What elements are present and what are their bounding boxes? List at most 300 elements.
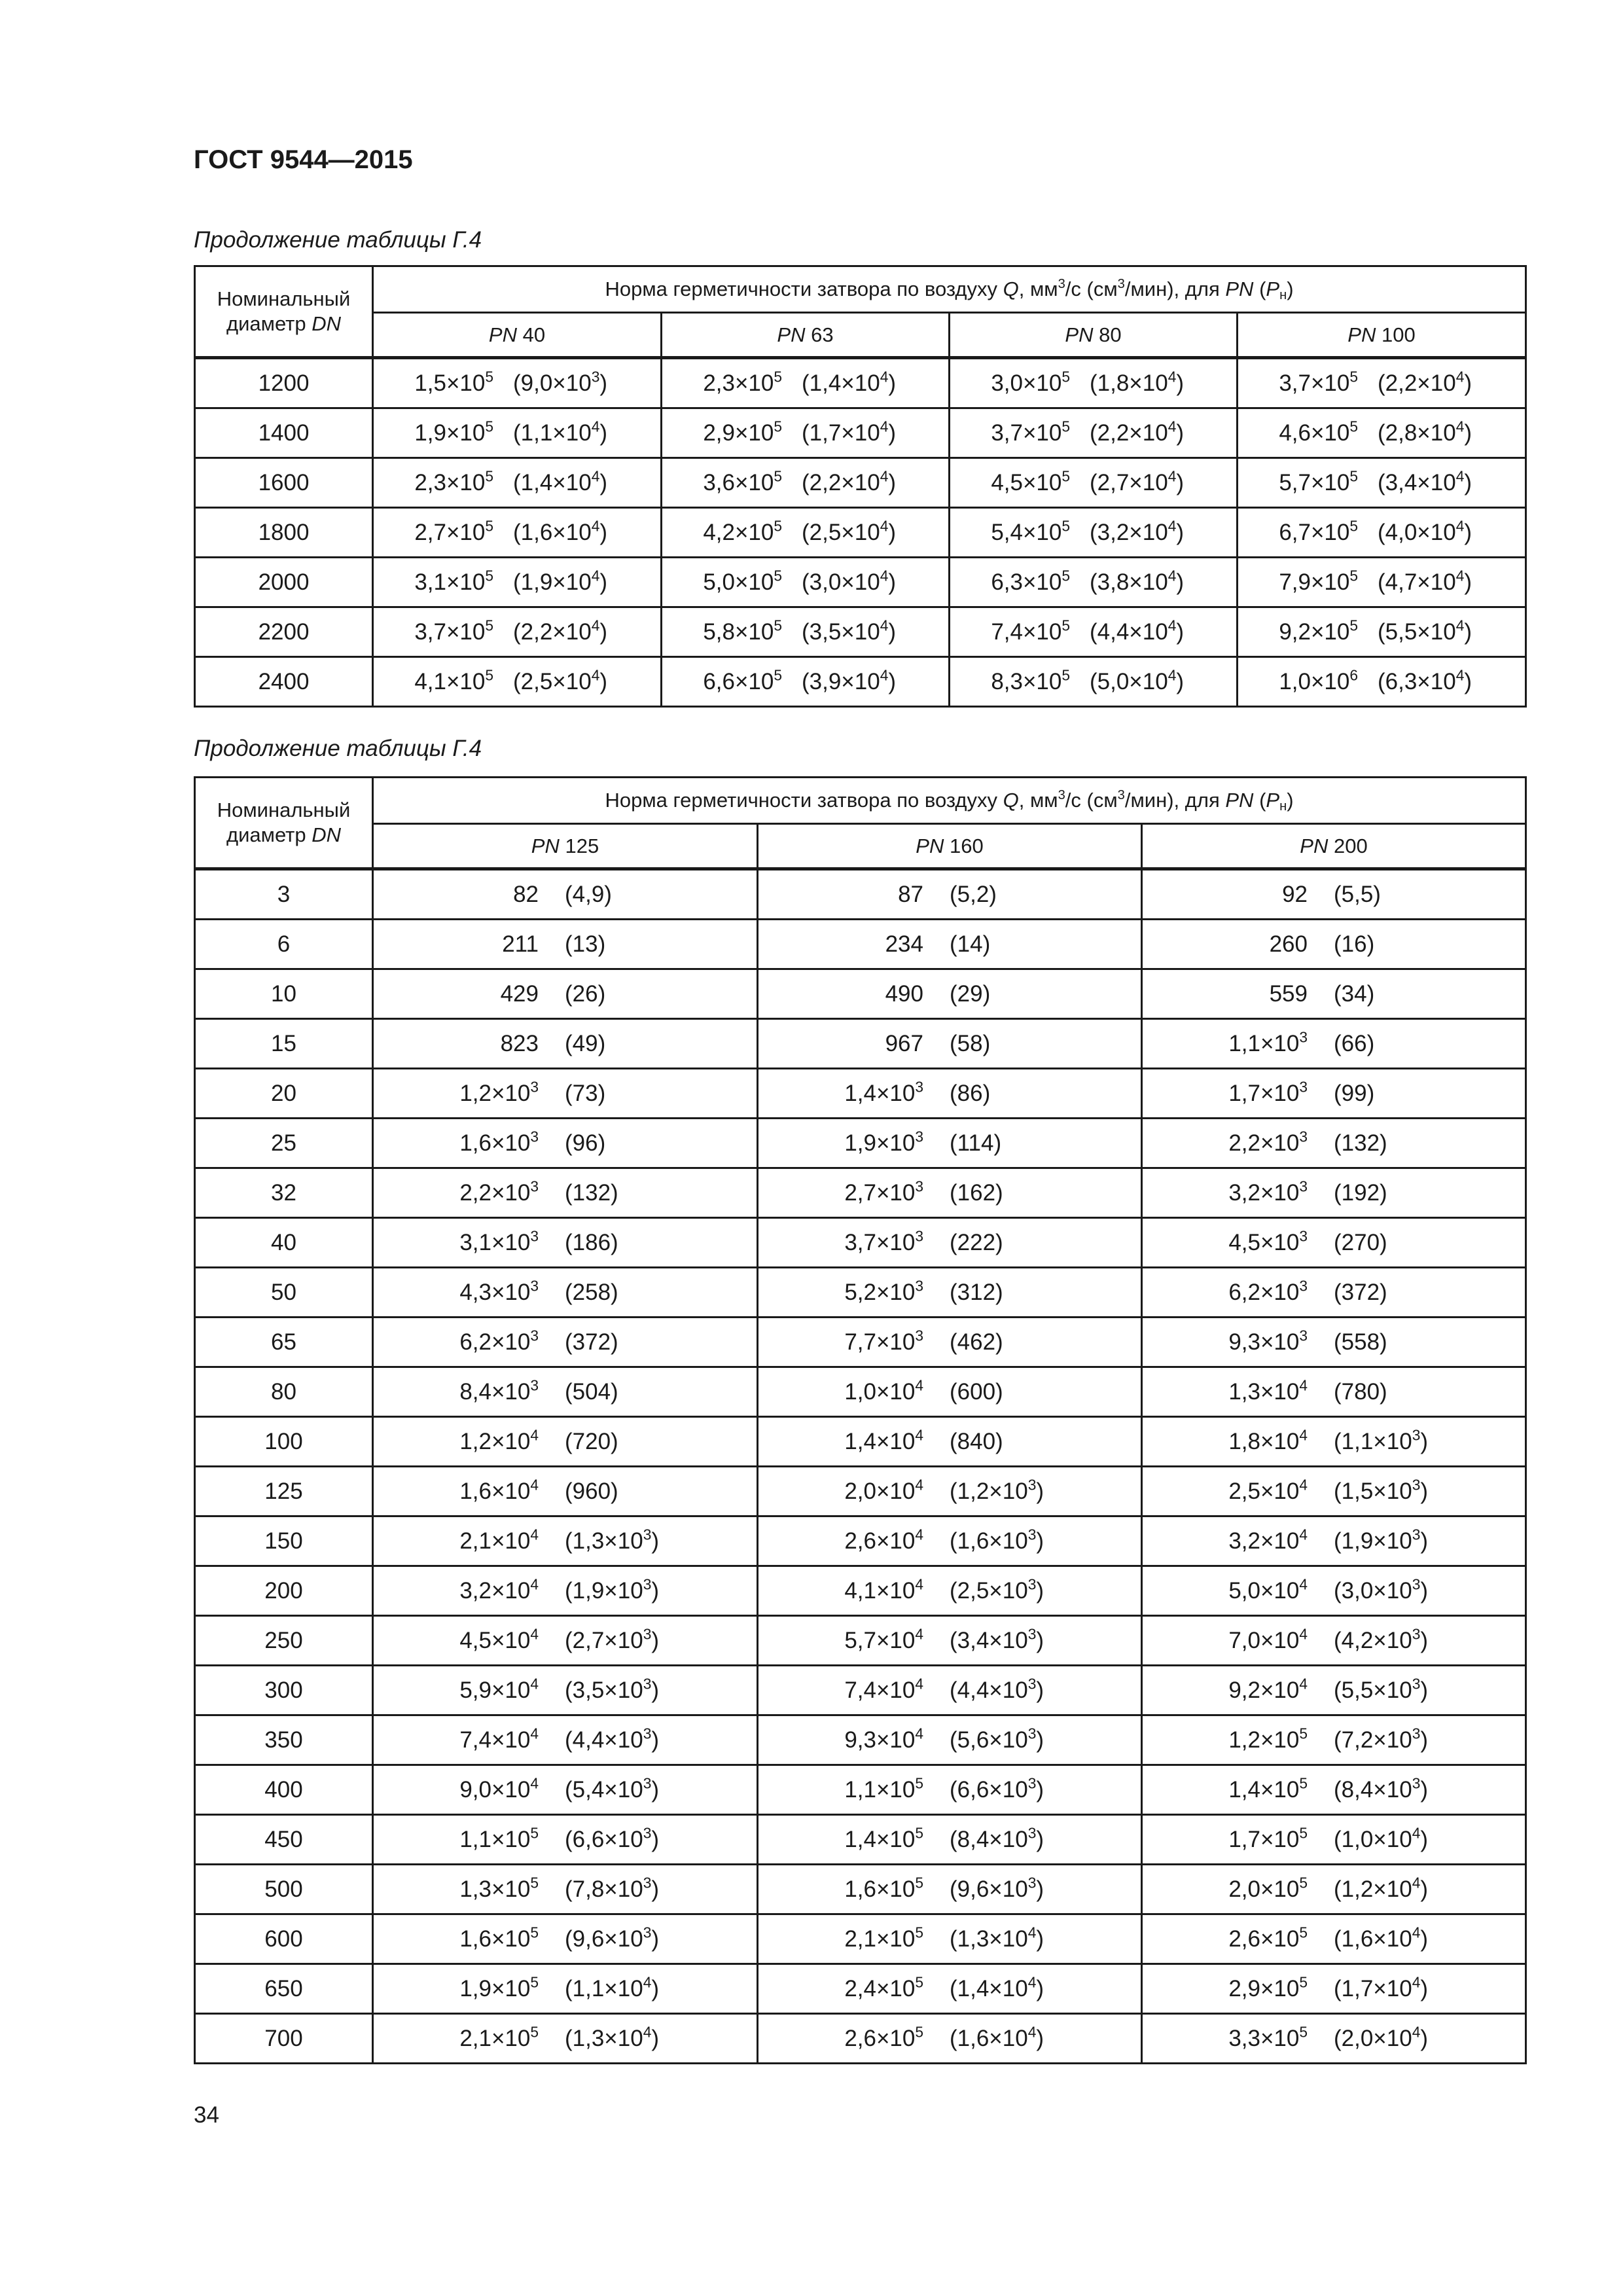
dn-cell: 500 [195, 1865, 373, 1914]
leak-rate-cell [373, 458, 662, 508]
dn-cell: 300 [195, 1666, 373, 1715]
leak-rate-mm3-s: 490 [885, 980, 923, 1007]
leak-rate-mm3-s: $6,3\times 10^5$ [991, 566, 1070, 595]
leak-rate-cell [1142, 1666, 1526, 1715]
leak-rate-mm3-s: $2,7\times 10^3$ [844, 1177, 923, 1206]
leak-rate-cm3-min: $(1,7\times 10^4)$ [1334, 1973, 1428, 2001]
leak-rate-mm3-s: $1,3\times 10^4$ [1228, 1376, 1308, 1405]
table-row [195, 1715, 1526, 1765]
leak-rate-cell [662, 558, 950, 607]
dn-cell: 40 [195, 1218, 373, 1268]
leak-rate-cell [373, 1715, 758, 1765]
dn-cell: 2400 [195, 657, 373, 707]
table-row [195, 1865, 1526, 1914]
leak-rate-cm3-min: (14) [950, 931, 991, 957]
leak-rate-mm3-s: $1,6\times 10^5$ [459, 1923, 539, 1952]
leak-rate-cell [1142, 1964, 1526, 2014]
table-row [195, 1119, 1526, 1168]
leak-rate-cm3-min: $(9,6\times 10^3)$ [950, 1873, 1044, 1902]
leak-rate-cell [373, 1417, 758, 1467]
dn-cell: 20 [195, 1069, 373, 1119]
leak-rate-cell [758, 869, 1142, 920]
table-row [195, 1218, 1526, 1268]
table-caption: Продолжение таблицы Г.4 [194, 736, 482, 761]
leak-rate-cm3-min: (372) [565, 1329, 618, 1355]
leak-rate-cm3-min: (840) [950, 1428, 1003, 1454]
leak-rate-mm3-s: $2,9\times 10^5$ [703, 417, 782, 446]
leak-rate-cell [1142, 1019, 1526, 1069]
leak-rate-mm3-s: $1,1\times 10^5$ [459, 1823, 539, 1852]
leak-rate-cell [758, 1417, 1142, 1467]
leak-rate-mm3-s: 234 [885, 931, 923, 957]
table-row [195, 869, 1526, 920]
leak-rate-cell [1142, 1318, 1526, 1367]
leak-rate-cm3-min: $(2,5\times 10^4)$ [802, 516, 896, 545]
leak-rate-mm3-s: $3,7\times 10^3$ [844, 1227, 923, 1255]
table-row [195, 657, 1526, 707]
leak-rate-mm3-s: $2,3\times 10^5$ [414, 467, 493, 495]
leak-rate-mm3-s: $4,2\times 10^5$ [703, 516, 782, 545]
leak-rate-mm3-s: $3,6\times 10^5$ [703, 467, 782, 495]
leak-rate-cell [758, 920, 1142, 969]
table-row [195, 607, 1526, 657]
table-row [195, 1914, 1526, 1964]
leak-rate-cm3-min: $(1,6\times 10^4)$ [950, 2022, 1044, 2051]
table-row [195, 1616, 1526, 1666]
dn-cell: 2200 [195, 607, 373, 657]
dn-cell: 700 [195, 2014, 373, 2064]
leak-rate-cell [1142, 869, 1526, 920]
leak-rate-mm3-s: 260 [1269, 931, 1308, 957]
leak-rate-cm3-min: (222) [950, 1229, 1003, 1255]
leak-rate-cm3-min: $(4,4\times 10^3)$ [565, 1724, 659, 1753]
leak-rate-cell [373, 1119, 758, 1168]
leak-rate-cell [1142, 1119, 1526, 1168]
leak-rate-mm3-s: $5,0\times 10^5$ [703, 566, 782, 595]
leak-rate-cm3-min: (600) [950, 1378, 1003, 1405]
leak-rate-cm3-min: $(5,6\times 10^3)$ [950, 1724, 1044, 1753]
leak-rate-mm3-s: $5,8\times 10^5$ [703, 616, 782, 645]
leak-rate-mm3-s: 82 [513, 881, 539, 907]
dn-cell: 450 [195, 1815, 373, 1865]
leak-rate-cell [758, 1467, 1142, 1516]
table-row [195, 2014, 1526, 2064]
leak-rate-cm3-min: (192) [1334, 1179, 1387, 1206]
leak-rate-cell [1142, 1168, 1526, 1218]
dn-cell: 1400 [195, 408, 373, 458]
leak-rate-mm3-s: $1,4\times 10^5$ [1228, 1774, 1308, 1803]
dn-cell: 15 [195, 1019, 373, 1069]
table-row [195, 1765, 1526, 1815]
leak-rate-cm3-min: (504) [565, 1378, 618, 1405]
pn-column-header: PN 80 [950, 313, 1238, 358]
leak-rate-mm3-s: $3,7\times 10^5$ [991, 417, 1070, 446]
leak-rate-cell [373, 508, 662, 558]
leak-rate-cm3-min: (73) [565, 1080, 606, 1106]
leak-rate-cm3-min: $(1,4\times 10^4)$ [950, 1973, 1044, 2001]
table-row [195, 1168, 1526, 1218]
leak-rate-mm3-s: 92 [1282, 881, 1308, 907]
leak-rate-cm3-min: $(2,7\times 10^3)$ [565, 1624, 659, 1653]
leak-rate-cell [373, 1019, 758, 1069]
dn-cell: 100 [195, 1417, 373, 1467]
leak-rate-cm3-min: (720) [565, 1428, 618, 1454]
table-row [195, 1318, 1526, 1367]
dn-cell: 2000 [195, 558, 373, 607]
leak-rate-cm3-min: $(3,2\times 10^4)$ [1090, 516, 1184, 545]
leak-rate-cell [1142, 1566, 1526, 1616]
leak-rate-mm3-s: $2,1\times 10^5$ [459, 2022, 539, 2051]
leak-rate-cm3-min: $(7,2\times 10^3)$ [1334, 1724, 1428, 1753]
table-row [195, 1069, 1526, 1119]
leak-rate-cm3-min: $(1,2\times 10^4)$ [1334, 1873, 1428, 1902]
leak-rate-cm3-min: $(1,7\times 10^4)$ [802, 417, 896, 446]
table-row [195, 458, 1526, 508]
leak-rate-cm3-min: (132) [1334, 1130, 1387, 1156]
leak-rate-cm3-min: (780) [1334, 1378, 1387, 1405]
leak-rate-cm3-min: (29) [950, 980, 991, 1007]
leak-rate-mm3-s: $1,3\times 10^5$ [459, 1873, 539, 1902]
leak-rate-cell [1142, 920, 1526, 969]
dn-cell: 65 [195, 1318, 373, 1367]
table-row [195, 1666, 1526, 1715]
leak-rate-cm3-min: $(3,4\times 10^4)$ [1378, 467, 1472, 495]
leak-rate-cm3-min: $(2,2\times 10^4)$ [1378, 367, 1472, 396]
leak-rate-mm3-s: $3,1\times 10^3$ [459, 1227, 539, 1255]
pn-column-header: PN 40 [373, 313, 662, 358]
leak-rate-mm3-s: $2,2\times 10^3$ [1228, 1127, 1308, 1156]
column-group-header: Норма герметичности затвора по воздуху Q, $мм^3/с$ $(см^3/мин)$, для PN $(P_н)$ [373, 266, 1526, 313]
table-row [195, 1566, 1526, 1616]
leak-rate-cell [758, 1019, 1142, 1069]
leak-rate-cm3-min: $(1,3\times 10^3)$ [565, 1525, 659, 1554]
leak-rate-cm3-min: $(2,2\times 10^4)$ [1090, 417, 1184, 446]
leak-rate-cell [373, 408, 662, 458]
table-row [195, 358, 1526, 408]
leak-rate-mm3-s: $1,6\times 10^4$ [459, 1475, 539, 1504]
column-header-dn: Номинальный диаметр DN [195, 266, 373, 358]
leak-rate-cell [1142, 1069, 1526, 1119]
leak-rate-cm3-min: $(2,5\times 10^4)$ [513, 666, 607, 694]
leak-rate-cell [1142, 2014, 1526, 2064]
leak-rate-mm3-s: $1,5\times 10^5$ [414, 367, 493, 396]
leak-rate-cm3-min: $(2,5\times 10^3)$ [950, 1575, 1044, 1604]
leak-rate-mm3-s: $2,0\times 10^5$ [1228, 1873, 1308, 1902]
leak-rate-cm3-min: (270) [1334, 1229, 1387, 1255]
leak-rate-cell [950, 508, 1238, 558]
dn-cell: 1200 [195, 358, 373, 408]
dn-cell: 150 [195, 1516, 373, 1566]
leak-rate-cell [373, 1815, 758, 1865]
leak-rate-mm3-s: $1,6\times 10^5$ [844, 1873, 923, 1902]
leak-rate-mm3-s: $4,1\times 10^5$ [414, 666, 493, 694]
leak-rate-mm3-s: $5,9\times 10^4$ [459, 1674, 539, 1703]
leak-rate-cm3-min: (58) [950, 1030, 991, 1056]
leak-rate-cm3-min: $(5,5\times 10^3)$ [1334, 1674, 1428, 1703]
leak-rate-mm3-s: $7,4\times 10^4$ [459, 1724, 539, 1753]
leak-rate-cm3-min: $(3,0\times 10^3)$ [1334, 1575, 1428, 1604]
dn-cell: 600 [195, 1914, 373, 1964]
leak-rate-cell [1142, 969, 1526, 1019]
leak-rate-mm3-s: $4,5\times 10^3$ [1228, 1227, 1308, 1255]
table-row [195, 408, 1526, 458]
leak-rate-cm3-min: (96) [565, 1130, 606, 1156]
leak-rate-cell [1142, 1715, 1526, 1765]
leak-rate-cell [758, 1566, 1142, 1616]
leak-rate-mm3-s: 429 [500, 980, 539, 1007]
leak-rate-mm3-s: $1,8\times 10^4$ [1228, 1426, 1308, 1454]
leak-rate-cm3-min: $(3,4\times 10^3)$ [950, 1624, 1044, 1653]
leak-rate-cell [1238, 408, 1526, 458]
leak-rate-mm3-s: $9,3\times 10^4$ [844, 1724, 923, 1753]
leak-rate-cell [758, 1268, 1142, 1318]
leak-rate-cm3-min: $(1,0\times 10^4)$ [1334, 1823, 1428, 1852]
table-row [195, 969, 1526, 1019]
leak-rate-table-pn40-pn100 [194, 265, 1527, 708]
pn-column-header: PN 100 [1238, 313, 1526, 358]
leak-rate-cm3-min: $(2,8\times 10^4)$ [1378, 417, 1472, 446]
leak-rate-mm3-s: $2,6\times 10^5$ [1228, 1923, 1308, 1952]
leak-rate-cm3-min: (162) [950, 1179, 1003, 1206]
dn-cell: 650 [195, 1964, 373, 2014]
leak-rate-mm3-s: 967 [885, 1030, 923, 1056]
leak-rate-mm3-s: $1,2\times 10^3$ [459, 1077, 539, 1106]
leak-rate-cell [373, 1666, 758, 1715]
leak-rate-mm3-s: $1,2\times 10^5$ [1228, 1724, 1308, 1753]
leak-rate-cm3-min: $(8,4\times 10^3)$ [950, 1823, 1044, 1852]
leak-rate-cell [758, 1616, 1142, 1666]
leak-rate-cm3-min: (114) [950, 1130, 1002, 1156]
dn-cell: 10 [195, 969, 373, 1019]
leak-rate-mm3-s: $4,5\times 10^5$ [991, 467, 1070, 495]
leak-rate-cell [373, 1069, 758, 1119]
leak-rate-cm3-min: $(1,6\times 10^3)$ [950, 1525, 1044, 1554]
leak-rate-cm3-min: $(4,4\times 10^4)$ [1090, 616, 1184, 645]
leak-rate-cell [758, 1715, 1142, 1765]
leak-rate-cm3-min: $(1,3\times 10^4)$ [950, 1923, 1044, 1952]
dn-cell: 32 [195, 1168, 373, 1218]
leak-rate-mm3-s: 559 [1269, 980, 1308, 1007]
leak-rate-cell [373, 1964, 758, 2014]
leak-rate-cell [373, 1168, 758, 1218]
leak-rate-cm3-min: $(1,1\times 10^3)$ [1334, 1426, 1428, 1454]
leak-rate-cell [1238, 358, 1526, 408]
dn-cell: 400 [195, 1765, 373, 1815]
leak-rate-cell [1238, 558, 1526, 607]
leak-rate-cm3-min: (312) [950, 1279, 1003, 1305]
leak-rate-cell [758, 1865, 1142, 1914]
leak-rate-cell [758, 2014, 1142, 2064]
leak-rate-mm3-s: $9,0\times 10^4$ [459, 1774, 539, 1803]
leak-rate-cm3-min: $(1,1\times 10^4)$ [565, 1973, 659, 2001]
leak-rate-cm3-min: $(2,0\times 10^4)$ [1334, 2022, 1428, 2051]
table-row [195, 1367, 1526, 1417]
leak-rate-mm3-s: $3,7\times 10^5$ [1279, 367, 1358, 396]
leak-rate-mm3-s: $1,9\times 10^3$ [844, 1127, 923, 1156]
leak-rate-cell [1142, 1218, 1526, 1268]
leak-rate-mm3-s: $1,4\times 10^3$ [844, 1077, 923, 1106]
leak-rate-cm3-min: (13) [565, 931, 606, 957]
leak-rate-cell [950, 358, 1238, 408]
leak-rate-cell [1238, 657, 1526, 707]
leak-rate-cm3-min: $(3,0\times 10^4)$ [802, 566, 896, 595]
leak-rate-mm3-s: $1,2\times 10^4$ [459, 1426, 539, 1454]
table-row [195, 1467, 1526, 1516]
leak-rate-cell [758, 969, 1142, 1019]
dn-cell: 1800 [195, 508, 373, 558]
leak-rate-cell [373, 1616, 758, 1666]
leak-rate-cm3-min: $(1,6\times 10^4)$ [1334, 1923, 1428, 1952]
leak-rate-mm3-s: $6,7\times 10^5$ [1279, 516, 1358, 545]
leak-rate-cm3-min: $(3,5\times 10^3)$ [565, 1674, 659, 1703]
leak-rate-mm3-s: $3,1\times 10^5$ [414, 566, 493, 595]
leak-rate-mm3-s: $7,0\times 10^4$ [1228, 1624, 1308, 1653]
leak-rate-mm3-s: $3,0\times 10^5$ [991, 367, 1070, 396]
leak-rate-cell [950, 408, 1238, 458]
dn-cell: 50 [195, 1268, 373, 1318]
leak-rate-mm3-s: $1,0\times 10^6$ [1279, 666, 1358, 694]
leak-rate-cm3-min: (132) [565, 1179, 618, 1206]
table-row [195, 920, 1526, 969]
pn-column-header: PN 200 [1142, 824, 1526, 869]
leak-rate-mm3-s: $1,1\times 10^3$ [1228, 1028, 1308, 1056]
leak-rate-cm3-min: $(6,3\times 10^4)$ [1378, 666, 1472, 694]
leak-rate-mm3-s: $1,7\times 10^3$ [1228, 1077, 1308, 1106]
leak-rate-mm3-s: $4,6\times 10^5$ [1279, 417, 1358, 446]
page-number: 34 [194, 2102, 219, 2128]
leak-rate-mm3-s: $6,2\times 10^3$ [1228, 1276, 1308, 1305]
leak-rate-cm3-min: (66) [1334, 1030, 1375, 1056]
leak-rate-mm3-s: $5,0\times 10^4$ [1228, 1575, 1308, 1604]
leak-rate-cm3-min: $(3,9\times 10^4)$ [802, 666, 896, 694]
leak-rate-cell [758, 1367, 1142, 1417]
leak-rate-cell [662, 458, 950, 508]
leak-rate-cm3-min: (99) [1334, 1080, 1375, 1106]
dn-cell: 80 [195, 1367, 373, 1417]
dn-cell: 1600 [195, 458, 373, 508]
leak-rate-cm3-min: (4,9) [565, 881, 612, 907]
leak-rate-mm3-s: $2,7\times 10^5$ [414, 516, 493, 545]
leak-rate-mm3-s: $8,4\times 10^3$ [459, 1376, 539, 1405]
leak-rate-mm3-s: $6,2\times 10^3$ [459, 1326, 539, 1355]
leak-rate-cm3-min: $(3,5\times 10^4)$ [802, 616, 896, 645]
leak-rate-cell [373, 1268, 758, 1318]
leak-rate-mm3-s: $1,1\times 10^5$ [844, 1774, 923, 1803]
leak-rate-mm3-s: $4,5\times 10^4$ [459, 1624, 539, 1653]
leak-rate-cell [373, 1865, 758, 1914]
leak-rate-cm3-min: $(4,2\times 10^3)$ [1334, 1624, 1428, 1653]
table-row [195, 1964, 1526, 2014]
leak-rate-cell [373, 1914, 758, 1964]
leak-rate-cm3-min: $(7,8\times 10^3)$ [565, 1873, 659, 1902]
leak-rate-mm3-s: $1,0\times 10^4$ [844, 1376, 923, 1405]
leak-rate-mm3-s: $2,4\times 10^5$ [844, 1973, 923, 2001]
leak-rate-mm3-s: $3,2\times 10^4$ [459, 1575, 539, 1604]
leak-rate-mm3-s: $2,6\times 10^4$ [844, 1525, 923, 1554]
leak-rate-mm3-s: $3,2\times 10^3$ [1228, 1177, 1308, 1206]
leak-rate-mm3-s: $5,4\times 10^5$ [991, 516, 1070, 545]
leak-rate-mm3-s: $3,7\times 10^5$ [414, 616, 493, 645]
leak-rate-cell [373, 2014, 758, 2064]
leak-rate-cell [373, 1467, 758, 1516]
leak-rate-cell [373, 1566, 758, 1616]
leak-rate-cell [758, 1168, 1142, 1218]
leak-rate-cm3-min: $(1,6\times 10^4)$ [513, 516, 607, 545]
leak-rate-cell [373, 1318, 758, 1367]
leak-rate-cell [758, 1119, 1142, 1168]
leak-rate-cell [758, 1914, 1142, 1964]
document-header: ГОСТ 9544—2015 [194, 145, 413, 174]
leak-rate-cell [373, 869, 758, 920]
dn-cell: 125 [195, 1467, 373, 1516]
leak-rate-mm3-s: $5,2\times 10^3$ [844, 1276, 923, 1305]
leak-rate-cm3-min: (86) [950, 1080, 991, 1106]
leak-rate-cell [662, 508, 950, 558]
leak-rate-cell [662, 358, 950, 408]
leak-rate-cm3-min: $(1,4\times 10^4)$ [513, 467, 607, 495]
dn-cell: 3 [195, 869, 373, 920]
table-row [195, 1815, 1526, 1865]
leak-rate-mm3-s: $1,7\times 10^5$ [1228, 1823, 1308, 1852]
leak-rate-mm3-s: $2,9\times 10^5$ [1228, 1973, 1308, 2001]
table-row [195, 1516, 1526, 1566]
leak-rate-cm3-min: (34) [1334, 980, 1375, 1007]
leak-rate-cell [950, 558, 1238, 607]
leak-rate-mm3-s: $1,4\times 10^5$ [844, 1823, 923, 1852]
leak-rate-mm3-s: $2,2\times 10^3$ [459, 1177, 539, 1206]
leak-rate-cell [373, 1367, 758, 1417]
leak-rate-cell [758, 1318, 1142, 1367]
leak-rate-cell [373, 358, 662, 408]
leak-rate-mm3-s: $7,9\times 10^5$ [1279, 566, 1358, 595]
table-row [195, 1019, 1526, 1069]
leak-rate-cm3-min: $(4,0\times 10^4)$ [1378, 516, 1472, 545]
leak-rate-cell [1238, 458, 1526, 508]
leak-rate-cm3-min: $(9,0\times 10^3)$ [513, 367, 607, 396]
leak-rate-cell [758, 1218, 1142, 1268]
leak-rate-cell [1142, 1516, 1526, 1566]
table-row [195, 508, 1526, 558]
leak-rate-cell [950, 458, 1238, 508]
leak-rate-cell [373, 657, 662, 707]
leak-rate-mm3-s: $1,4\times 10^4$ [844, 1426, 923, 1454]
leak-rate-cm3-min: $(5,5\times 10^4)$ [1378, 616, 1472, 645]
leak-rate-cell [950, 607, 1238, 657]
leak-rate-cell [1142, 1914, 1526, 1964]
table-row [195, 1417, 1526, 1467]
leak-rate-mm3-s: $2,1\times 10^5$ [844, 1923, 923, 1952]
leak-rate-cm3-min: (258) [565, 1279, 618, 1305]
leak-rate-cm3-min: $(1,2\times 10^3)$ [950, 1475, 1044, 1504]
leak-rate-cm3-min: $(2,7\times 10^4)$ [1090, 467, 1184, 495]
column-header-dn: Номинальный диаметр DN [195, 778, 373, 869]
leak-rate-cm3-min: $(1,9\times 10^3)$ [565, 1575, 659, 1604]
leak-rate-cm3-min: $(1,8\times 10^4)$ [1090, 367, 1184, 396]
leak-rate-cell [758, 1666, 1142, 1715]
leak-rate-cell [373, 1218, 758, 1268]
leak-rate-mm3-s: 823 [500, 1030, 539, 1056]
leak-rate-cell [373, 1765, 758, 1815]
leak-rate-mm3-s: $3,2\times 10^4$ [1228, 1525, 1308, 1554]
table-row [195, 1268, 1526, 1318]
leak-rate-cell [373, 558, 662, 607]
leak-rate-mm3-s: $4,1\times 10^4$ [844, 1575, 923, 1604]
leak-rate-mm3-s: $2,1\times 10^4$ [459, 1525, 539, 1554]
leak-rate-cm3-min: (5,5) [1334, 881, 1381, 907]
leak-rate-cell [1142, 1865, 1526, 1914]
leak-rate-cell [373, 969, 758, 1019]
leak-rate-cell [758, 1964, 1142, 2014]
